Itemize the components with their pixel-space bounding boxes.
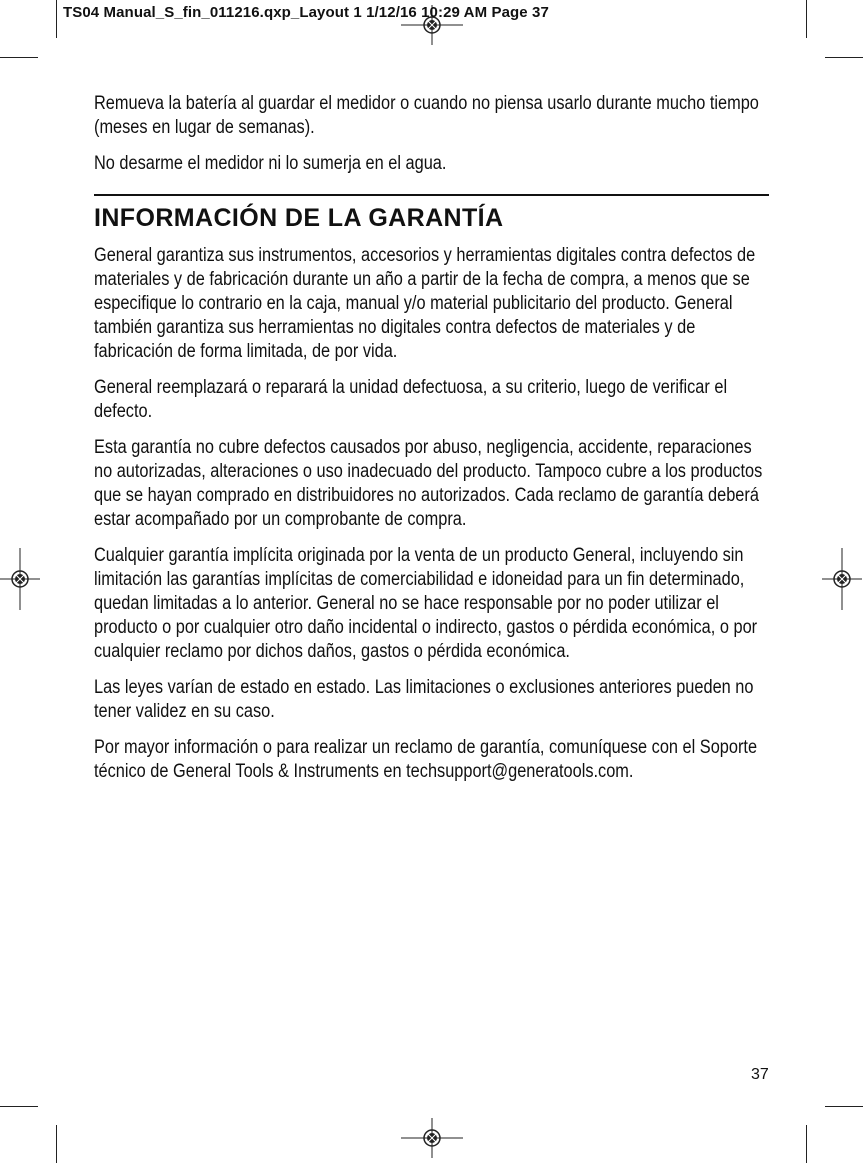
- warranty-paragraph-contact: Por mayor información o para realizar un reclamo de garantía, comuníquese con el Soporte técnico de General Tools & Instruments en techsupport@generatools.com.: [94, 737, 758, 782]
- registration-mark-bottom-icon: [401, 1118, 463, 1158]
- crop-mark: [56, 0, 57, 38]
- intro-paragraph-battery: Remueva la batería al guardar el medidor o cuando no piensa usarlo durante mucho tiempo (meses en lugar de semanas).: [94, 93, 759, 138]
- warranty-paragraph: Las leyes varían de estado en estado. Las limitaciones o exclusiones anteriores pueden no tener validez en su caso.: [94, 677, 754, 722]
- warranty-heading: INFORMACIÓN DE LA GARANTÍA: [94, 204, 504, 232]
- crop-mark: [0, 57, 38, 58]
- registration-mark-right-icon: [822, 548, 862, 610]
- crop-mark: [825, 57, 863, 58]
- page-number: 37: [751, 1066, 769, 1083]
- intro-paragraph-disassembly: No desarme el medidor ni lo sumerja en el agua.: [94, 153, 447, 174]
- crop-mark: [56, 1125, 57, 1163]
- warranty-paragraph: Esta garantía no cubre defectos causados por abuso, negligencia, accidente, reparaciones no autorizadas, alteraciones o uso inadecuado del producto. Tampoco cubre a los productos que se hayan comprado en distribuidores no autorizados. Cada reclamo de garantía deberá estar acompañado por un comprobante de compra.: [94, 437, 763, 530]
- crop-mark: [0, 1106, 38, 1107]
- crop-mark: [825, 1106, 863, 1107]
- page-content: [94, 92, 770, 796]
- crop-mark: [806, 0, 807, 38]
- warranty-paragraph: General reemplazará o reparará la unidad defectuosa, a su criterio, luego de verificar el defecto.: [94, 377, 728, 422]
- crop-mark: [806, 1125, 807, 1163]
- section-divider: [94, 194, 769, 196]
- registration-mark-left-icon: [0, 548, 40, 610]
- warranty-paragraph: General garantiza sus instrumentos, accesorios y herramientas digitales contra defectos de materiales y de fabricación durante un año a partir de la fecha de compra, a menos que se especifique lo contrario en la caja, manual y/o material publicitario del producto. General también garantiza sus herramientas no digitales contra defectos de materiales y de fabricación de forma limitada, de por vida.: [94, 245, 756, 362]
- warranty-paragraph: Cualquier garantía implícita originada por la venta de un producto General, incluyendo sin limitación las garantías implícitas de comerciabilidad e idoneidad para un fin determinado, quedan limitadas a lo anterior. General no se hace responsable por no poder utilizar el producto o por cualquier otro daño incidental o indirecto, gastos o pérdida económica, o por cualquier reclamo por dichos daños, gastos o pérdida económica.: [94, 545, 758, 662]
- print-slug: TS04 Manual_S_fin_011216.qxp_Layout 1 1/12/16 10:29 AM Page 37: [63, 4, 549, 21]
